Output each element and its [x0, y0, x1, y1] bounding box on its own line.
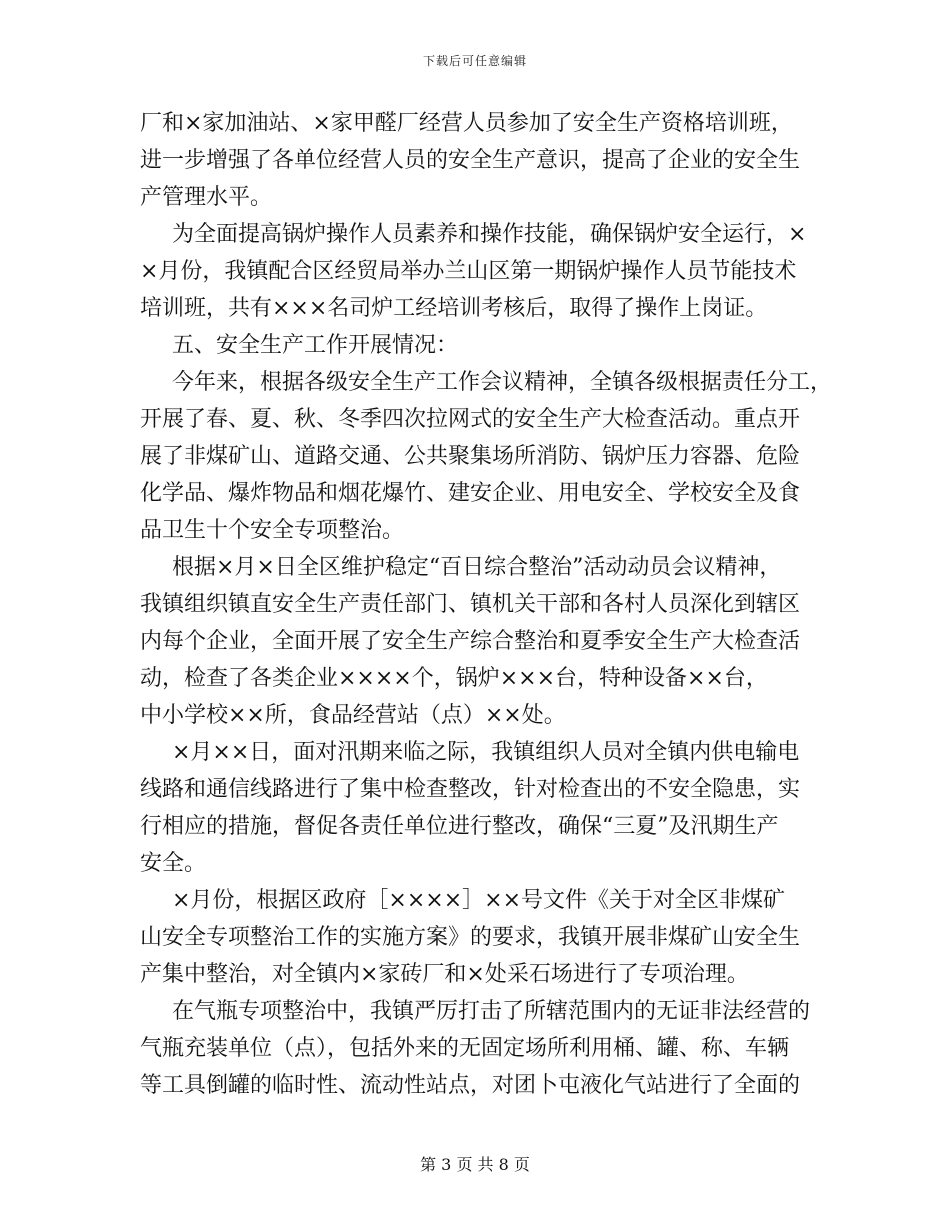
text-line: 山安全专项整治工作的实施方案》的要求，我镇开展非煤矿山安全生: [140, 925, 801, 950]
text-line: 我镇组织镇直安全生产责任部门、镇机关干部和各村人员深化到辖区: [140, 592, 801, 617]
text-line: 内每个企业，全面开展了安全生产综合整治和夏季安全生产大检查活: [140, 629, 801, 654]
text-line: 为全面提高锅炉操作人员素养和操作技能，确保锅炉安全运行，×: [172, 222, 807, 247]
text-line: 在气瓶专项整治中，我镇严厉打击了所辖范围内的无证非法经营的: [172, 999, 811, 1024]
page-number-footer: 第 3 页 共 8 页: [420, 1155, 530, 1174]
text-line: 厂和×家加油站、×家甲醛厂经营人员参加了安全生产资格培训班，: [140, 111, 793, 136]
section-heading: 五、安全生产工作开展情况：: [172, 333, 459, 358]
text-line: 培训班，共有×××名司炉工经培训考核后，取得了操作上岗证。: [140, 296, 768, 321]
page-header-note: 下载后可任意编辑: [422, 54, 527, 68]
text-line: 行相应的措施，督促各责任单位进行整改，确保“三夏”及汛期生产: [140, 814, 779, 839]
text-line: 品卫生十个安全专项整治。: [140, 518, 405, 543]
text-line: 展了非煤矿山、道路交通、公共聚集场所消防、锅炉压力容器、危险: [140, 444, 801, 469]
text-line: 开展了春、夏、秋、冬季四次拉网式的安全生产大检查活动。重点开: [140, 407, 801, 432]
text-line: 根据×月×日全区维护稳定“百日综合整治”活动动员会议精神，: [172, 555, 782, 580]
text-line: ×月份，根据区政府［××××］××号文件《关于对全区非煤矿: [172, 888, 786, 913]
text-line: 产集中整治，对全镇内×家砖厂和×处采石场进行了专项治理。: [140, 962, 749, 987]
text-line: 今年来，根据各级安全生产工作会议精神，全镇各级根据责任分工，: [172, 370, 833, 395]
text-line: 动，检查了各类企业××××个，锅炉×××台，特种设备××台，: [140, 666, 768, 691]
text-line: 进一步增强了各单位经营人员的安全生产意识，提高了企业的安全生: [140, 148, 801, 173]
text-line: 线路和通信线路进行了集中检查整改，针对检查出的不安全隐患，实: [140, 777, 801, 802]
text-line: 中小学校××所，食品经营站（点）××处。: [140, 703, 566, 728]
text-line: 安全。: [140, 851, 207, 876]
text-line: ×月××日，面对汛期来临之际，我镇组织人员对全镇内供电输电: [172, 740, 800, 765]
text-line: 化学品、爆炸物品和烟花爆竹、建安企业、用电安全、学校安全及食: [140, 481, 801, 506]
text-line: 气瓶充装单位（点），包括外来的无固定场所利用桶、罐、称、车辆: [140, 1036, 790, 1061]
document-body: [140, 105, 833, 1104]
text-line: 产管理水平。: [140, 185, 273, 210]
text-line: 等工具倒罐的临时性、流动性站点，对团卜屯液化气站进行了全面的: [140, 1073, 801, 1098]
text-line: ×月份，我镇配合区经贸局举办兰山区第一期锅炉操作人员节能技术: [140, 259, 797, 284]
